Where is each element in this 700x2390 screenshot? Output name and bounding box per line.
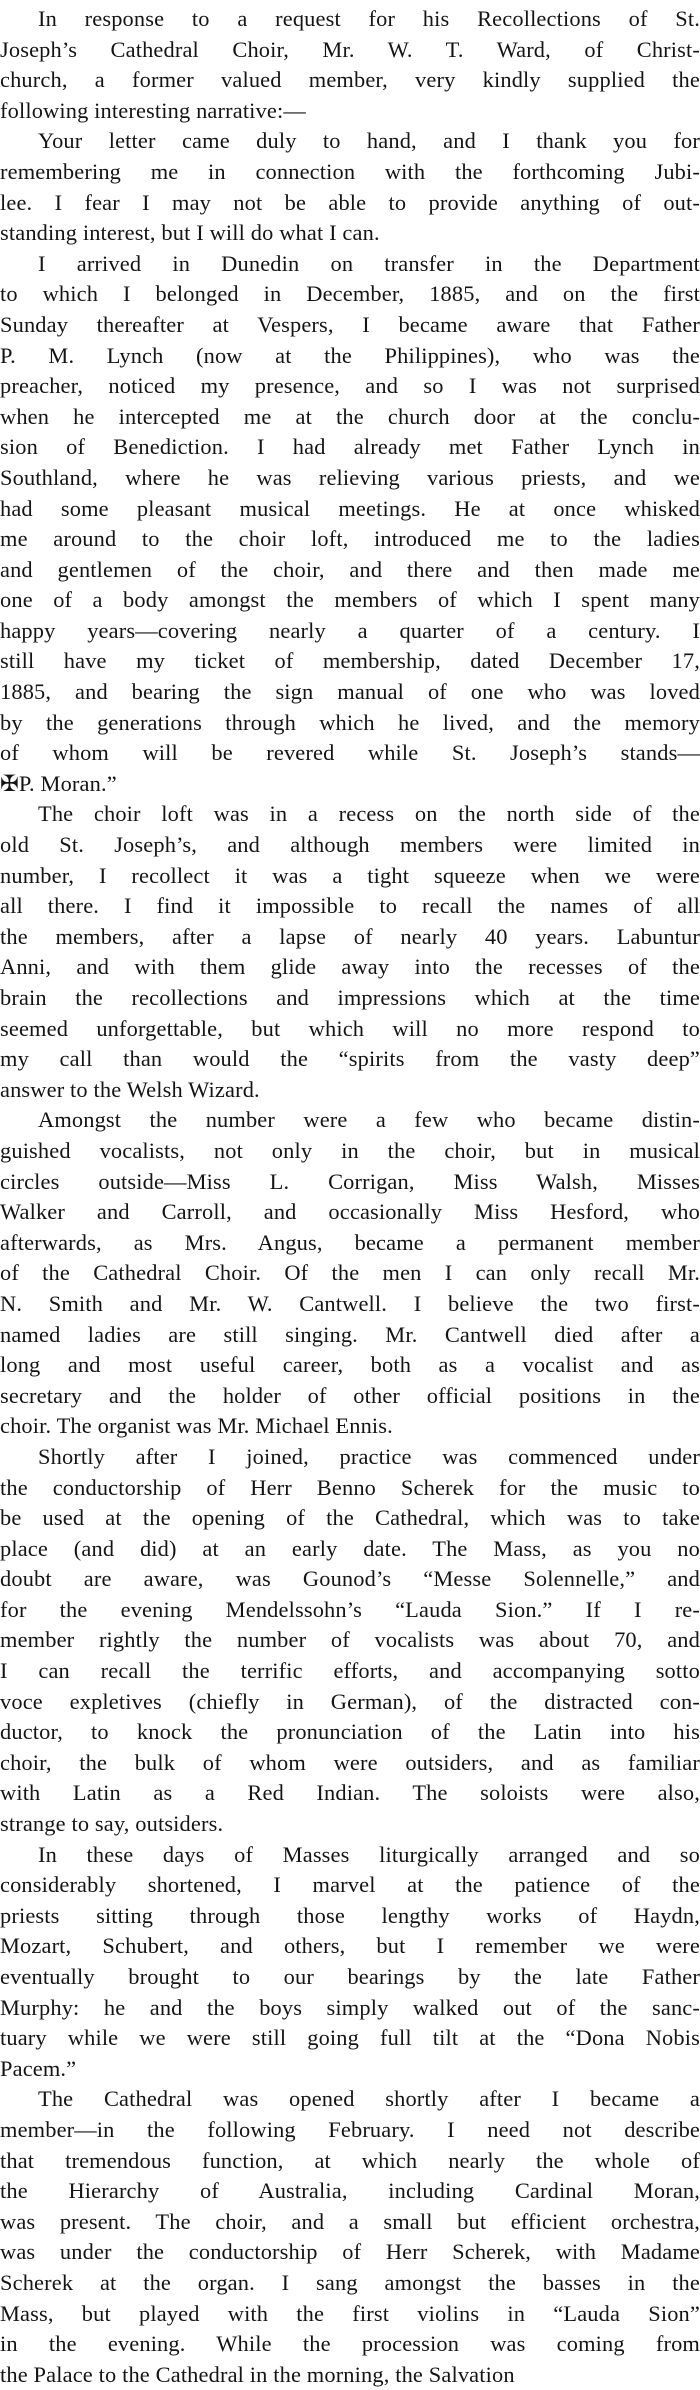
- text-line: to which I belonged in December, 1885, and on the first: [0, 281, 700, 307]
- article-paragraph: [0, 1105, 700, 1442]
- text-line: by the generations through which he lived, and the memory: [0, 709, 700, 735]
- text-line: answer to the Welsh Wizard.: [0, 1076, 260, 1102]
- text-line: named ladies are still singing. Mr. Cantwell died after a: [0, 1321, 700, 1347]
- text-line: for the evening Mendelssohn’s “Lauda Sion.” If I re-: [0, 1596, 700, 1622]
- text-line: all there. I find it impossible to recall the names of all: [0, 893, 700, 919]
- text-line: Southland, where he was relieving various priests, and we: [0, 464, 700, 490]
- text-line: secretary and the holder of other official positions in the: [0, 1382, 700, 1408]
- text-line: ductor, to knock the pronunciation of the Latin into his: [0, 1719, 700, 1745]
- text-line: Shortly after I joined, practice was commenced under: [38, 1443, 700, 1469]
- text-line: tuary while we were still going full tilt at the “Dona Nobis: [0, 2025, 700, 2051]
- text-line: church, a former valued member, very kindly supplied the: [0, 67, 700, 93]
- text-line: choir, the bulk of whom were outsiders, and as familiar: [0, 1749, 700, 1775]
- article-paragraph: [0, 1840, 700, 2085]
- text-line: was under the conductorship of Herr Scherek, with Madame: [0, 2239, 700, 2265]
- text-line: afterwards, as Mrs. Angus, became a permanent member: [0, 1229, 700, 1255]
- text-line: priests sitting through those lengthy works of Haydn,: [0, 1902, 700, 1928]
- text-line: Mass, but played with the first violins in “Lauda Sion”: [0, 2300, 700, 2326]
- text-line: choir. The organist was Mr. Michael Ennis.: [0, 1413, 393, 1439]
- text-line: of whom will be revered while St. Joseph’s stands—: [0, 740, 700, 766]
- text-line: guished vocalists, not only in the choir, but in musical: [0, 1137, 700, 1163]
- text-line: considerably shortened, I marvel at the patience of the: [0, 1872, 700, 1898]
- text-line: 1885, and bearing the sign manual of one who was loved: [0, 679, 700, 705]
- text-line: Walker and Carroll, and occasionally Miss Hesford, who: [0, 1199, 700, 1225]
- text-line: doubt are aware, was Gounod’s “Messe Solennelle,” and: [0, 1566, 700, 1592]
- text-line: strange to say, outsiders.: [0, 1811, 224, 1837]
- text-line: Scherek at the organ. I sang amongst the basses in the: [0, 2269, 700, 2295]
- text-line: standing interest, but I will do what I can.: [0, 220, 380, 246]
- text-line: long and most useful career, both as a vocalist and as: [0, 1352, 700, 1378]
- text-line: Joseph’s Cathedral Choir, Mr. W. T. Ward, of Christ-: [0, 36, 700, 62]
- text-line: with Latin as a Red Indian. The soloists were also,: [0, 1780, 700, 1806]
- text-line: In response to a request for his Recollections of St.: [38, 6, 700, 31]
- text-line: following interesting narrative:—: [0, 97, 306, 123]
- text-line: the Palace to the Cathedral in the morning, the Salvation: [0, 2361, 515, 2387]
- text-line: Murphy: he and the boys simply walked out of the sanc-: [0, 1994, 700, 2020]
- text-line: still have my ticket of membership, dated December 17,: [0, 648, 700, 674]
- newspaper-column: [0, 4, 700, 2387]
- text-line: Amongst the number were a few who became distin-: [38, 1107, 700, 1133]
- text-line: Anni, and with them glide away into the recesses of the: [0, 954, 700, 980]
- text-line: preacher, noticed my presence, and so I was not surprised: [0, 373, 700, 399]
- article-paragraph: [0, 2084, 700, 2390]
- text-line: one of a body amongst the members of which I spent many: [0, 587, 700, 613]
- article-paragraph: [0, 249, 700, 800]
- text-line: my call than would the “spirits from the vasty deep”: [0, 1046, 700, 1072]
- text-line: eventually brought to our bearings by the late Father: [0, 1964, 700, 1989]
- text-line: Sunday thereafter at Vespers, I became aware that Father: [0, 311, 700, 337]
- text-line: old St. Joseph’s, and although members were limited in: [0, 832, 700, 858]
- text-line: voce expletives (chiefly in German), of the distracted con-: [0, 1688, 700, 1714]
- text-line: the members, after a lapse of nearly 40 years. Labuntur: [0, 923, 700, 949]
- text-line: I arrived in Dunedin on transfer in the Department: [38, 250, 700, 276]
- text-line: place (and did) at an early date. The Mass, as you no: [0, 1535, 700, 1561]
- text-line: sion of Benediction. I had already met Father Lynch in: [0, 434, 700, 460]
- text-line: remembering me in connection with the forthcoming Jubi-: [0, 158, 700, 184]
- text-line: when he intercepted me at the church door at the conclu-: [0, 403, 700, 429]
- text-line: brain the recollections and impressions which at the time: [0, 985, 700, 1010]
- text-line: circles outside—Miss L. Corrigan, Miss Walsh, Misses: [0, 1168, 700, 1194]
- text-line: In these days of Masses liturgically arranged and so: [38, 1841, 700, 1867]
- text-line: the Hierarchy of Australia, including Cardinal Moran,: [0, 2178, 700, 2204]
- text-line: had some pleasant musical meetings. He at once whisked: [0, 495, 700, 521]
- text-line: seemed unforgettable, but which will no more respond to: [0, 1015, 700, 1041]
- text-line: Your letter came duly to hand, and I thank you for: [38, 128, 700, 154]
- text-line: of the Cathedral Choir. Of the men I can only recall Mr.: [0, 1260, 700, 1286]
- article-paragraph: [0, 799, 700, 1105]
- text-line: P. M. Lynch (now at the Philippines), who was the: [0, 342, 700, 368]
- article-paragraph: [0, 4, 700, 126]
- text-line: N. Smith and Mr. W. Cantwell. I believe the two first-: [0, 1290, 700, 1316]
- text-line: happy years—covering nearly a quarter of a century. I: [0, 617, 700, 643]
- text-line: Pacem.”: [0, 2055, 77, 2081]
- text-line: number, I recollect it was a tight squeeze when we were: [0, 862, 700, 888]
- text-line: be used at the opening of the Cathedral, which was to take: [0, 1505, 700, 1531]
- text-line: lee. I fear I may not be able to provide anything of out-: [0, 189, 700, 215]
- text-line: the conductorship of Herr Benno Scherek for the music to: [0, 1474, 700, 1500]
- text-line: me around to the choir loft, introduced me to the ladies: [0, 526, 700, 552]
- text-line: in the evening. While the procession was coming from: [0, 2331, 700, 2357]
- text-line: The Cathedral was opened shortly after I became a: [38, 2086, 700, 2112]
- article-paragraph: [0, 1442, 700, 1840]
- text-line: member—in the following February. I need not describe: [0, 2116, 700, 2142]
- text-line: The choir loft was in a recess on the north side of the: [38, 801, 700, 827]
- text-line: ✠P. Moran.”: [0, 770, 117, 796]
- article-paragraph: [0, 126, 700, 248]
- text-line: I can recall the terrific efforts, and accompanying sotto: [0, 1658, 700, 1684]
- text-line: member rightly the number of vocalists was about 70, and: [0, 1627, 700, 1653]
- text-line: that tremendous function, at which nearly the whole of: [0, 2147, 700, 2173]
- text-line: was present. The choir, and a small but efficient orchestra,: [0, 2208, 700, 2234]
- text-line: and gentlemen of the choir, and there and then made me: [0, 556, 700, 582]
- text-line: Mozart, Schubert, and others, but I remember we were: [0, 1933, 700, 1959]
